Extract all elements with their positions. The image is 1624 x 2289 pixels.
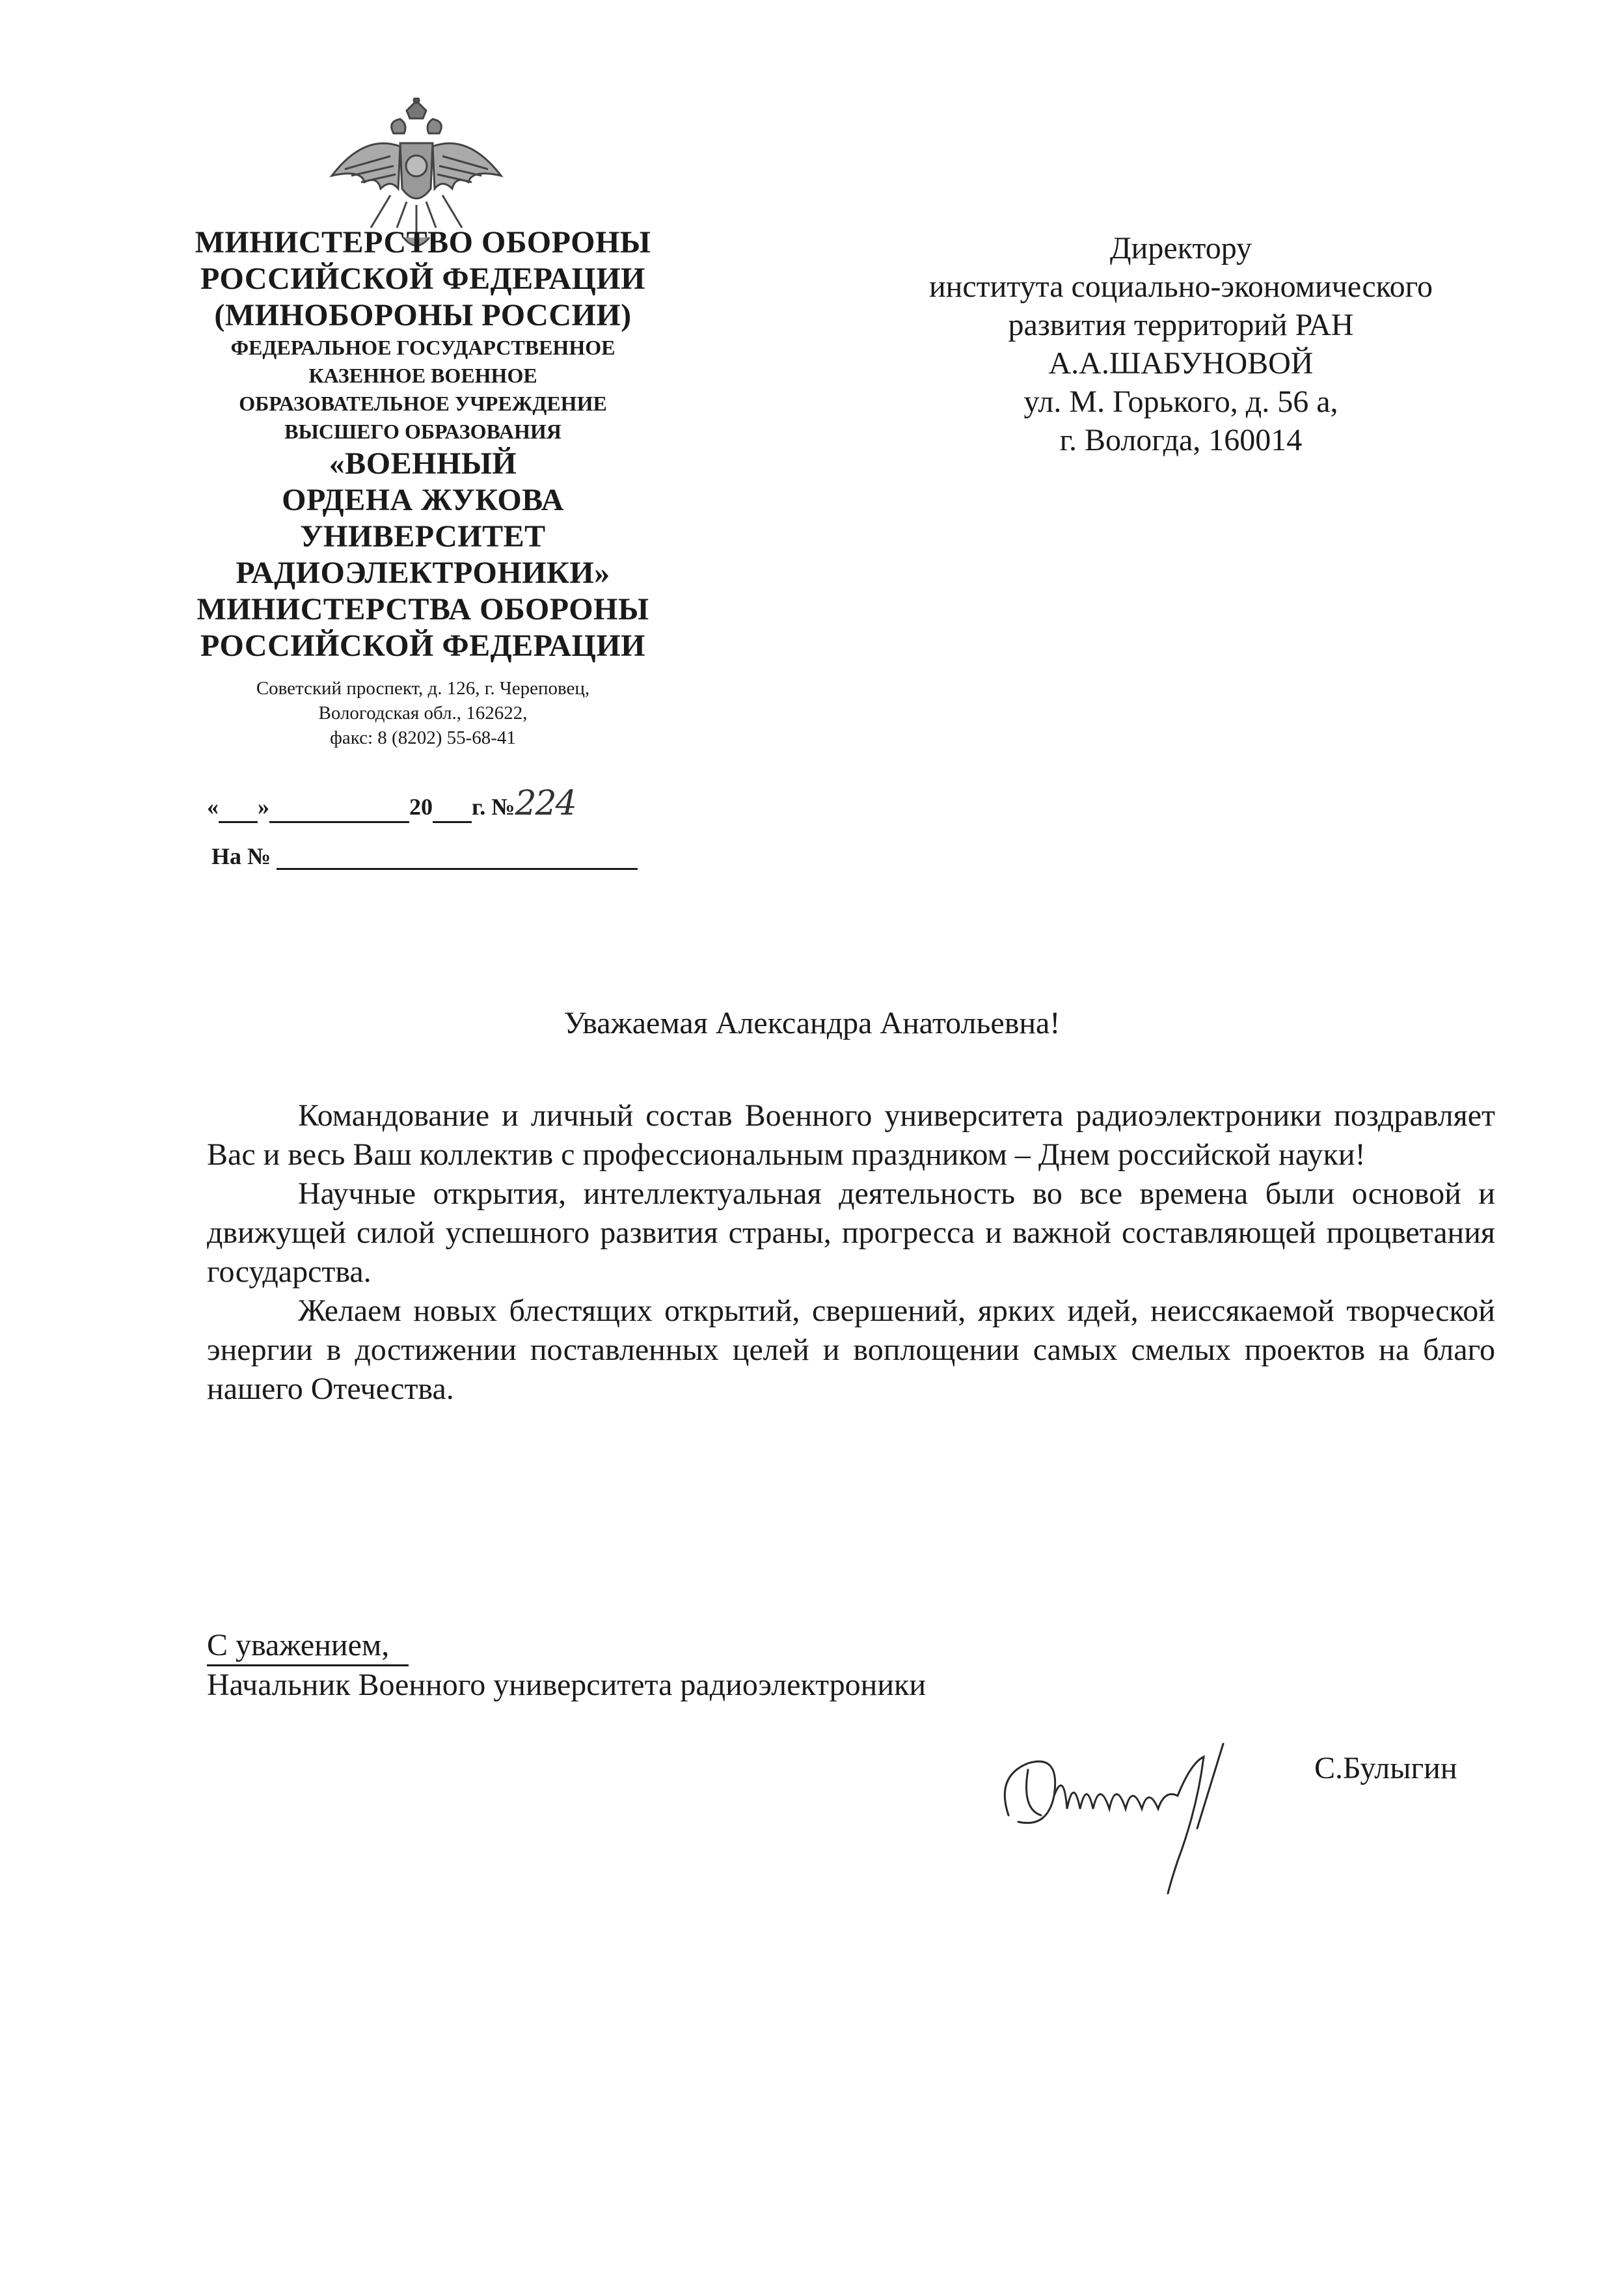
signer-position: Начальник Военного университета радиоэлектроники xyxy=(207,1668,927,1702)
letterhead-line: (МИНОБОРОНЫ РОССИИ) xyxy=(214,298,632,332)
letterhead-line: ОБРАЗОВАТЕЛЬНОЕ УЧРЕЖДЕНИЕ xyxy=(239,392,607,415)
reference-label: На № xyxy=(211,843,271,869)
quote-close: » xyxy=(258,794,269,820)
registration-number: 224 xyxy=(515,784,576,823)
salutation: Уважаемая Александра Анатольевна! xyxy=(563,1006,1061,1040)
year-blank xyxy=(433,799,472,823)
quote-open: « xyxy=(207,794,219,820)
closing-regards: С уважением, xyxy=(207,1627,409,1666)
letterhead-line: РАДИОЭЛЕКТРОНИКИ» xyxy=(236,556,610,590)
recipient-line: института социально-экономического xyxy=(928,269,1433,304)
letterhead-line: РОССИЙСКОЙ ФЕДЕРАЦИИ xyxy=(200,629,646,663)
closing-block xyxy=(207,1627,1118,1704)
recipient-line: г. Вологда, 160014 xyxy=(1059,423,1303,457)
signature-icon xyxy=(982,1718,1288,1900)
letterhead-line: МИНИСТЕРСТВА ОБОРОНЫ xyxy=(196,592,649,627)
letter-body xyxy=(207,1096,1495,1409)
letterhead-line: ОРДЕНА ЖУКОВА xyxy=(282,483,564,517)
month-blank xyxy=(269,799,409,823)
letterhead xyxy=(176,224,670,750)
letterhead-line: КАЗЕННОЕ ВОЕННОЕ xyxy=(308,364,537,387)
letterhead-line: УНИВЕРСИТЕТ xyxy=(300,519,546,554)
day-blank xyxy=(219,799,258,823)
letterhead-line: МИНИСТЕРСТВО ОБОРОНЫ xyxy=(195,225,651,260)
year-prefix: 20 xyxy=(409,794,433,820)
recipient-block xyxy=(813,229,1549,459)
letterhead-address: Вологодская обл., 162622, xyxy=(318,703,528,724)
recipient-line: развития территорий РАН xyxy=(1008,308,1354,342)
letterhead-line: ВЫСШЕГО ОБРАЗОВАНИЯ xyxy=(284,420,562,443)
body-paragraph: Научные открытия, интеллектуальная деятельность во все времена были основой и движущей силой успешного развития страны, прогресса и важной составляющей процветания государства. xyxy=(207,1176,1495,1289)
body-paragraph: Желаем новых блестящих открытий, свершений, ярких идей, неиссякаемой творческой энергии в достижении поставленных целей и воплощении самых смелых проектов на благо нашего Отечества. xyxy=(207,1293,1495,1406)
recipient-line: ул. М. Горького, д. 56 а, xyxy=(1023,385,1338,419)
year-suffix: г. № xyxy=(472,794,515,820)
registration-line xyxy=(207,784,675,823)
letterhead-line: «ВОЕННЫЙ xyxy=(329,446,517,481)
letterhead-line: РОССИЙСКОЙ ФЕДЕРАЦИИ xyxy=(200,262,646,296)
recipient-line: Директору xyxy=(1109,231,1252,265)
letterhead-fax: факс: 8 (8202) 55-68-41 xyxy=(330,727,516,748)
recipient-line: А.А.ШАБУНОВОЙ xyxy=(1048,346,1314,381)
letterhead-line: ФЕДЕРАЛЬНОЕ ГОСУДАРСТВЕННОЕ xyxy=(230,336,616,359)
reference-blank xyxy=(277,846,638,870)
letterhead-address: Советский проспект, д. 126, г. Череповец, xyxy=(256,678,590,699)
reference-line xyxy=(211,843,667,875)
signer-name: С.Булыгин xyxy=(1314,1751,1457,1785)
body-paragraph: Командование и личный состав Военного университета радиоэлектроники поздравляет Вас и весь Ваш коллектив с профессиональным праздником – Днем российской науки! xyxy=(207,1098,1495,1172)
